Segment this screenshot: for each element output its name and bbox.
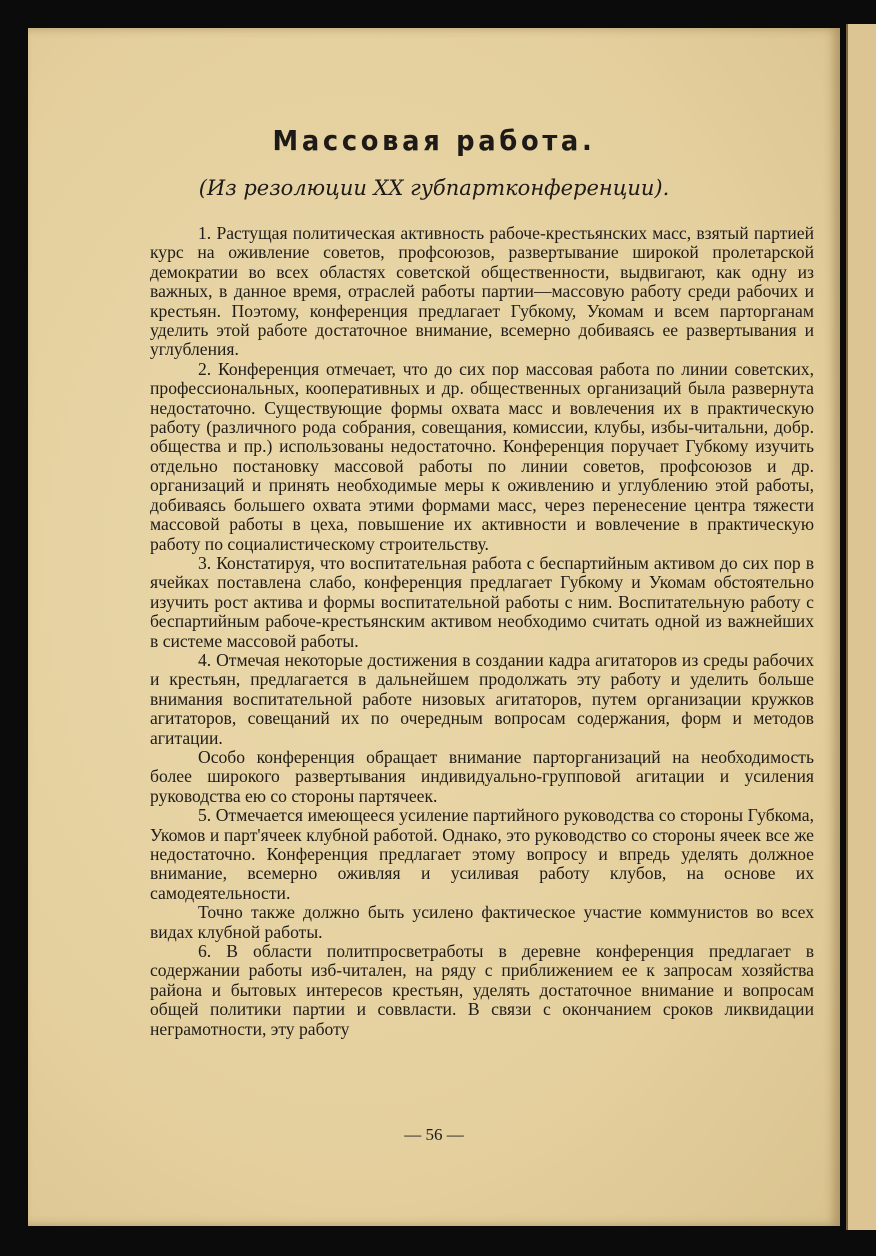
document-page bbox=[28, 28, 840, 1226]
page-title: Массовая работа. bbox=[272, 124, 596, 157]
page-subtitle: (Из резолюции XX губпартконференции). bbox=[198, 176, 670, 200]
paragraph-4: 4. Отмечая некоторые достижения в создании кадра агитаторов из среды рабочих и крестьян, предлагается в дальнейшем продолжать эту работу и уделить больше внимания воспитательной работе низовых агитаторов, путем организации кружков агитаторов, совещаний их по очередным вопросам содержания, форм и методов агитации. bbox=[150, 649, 814, 748]
page-number: — 56 — bbox=[404, 1125, 464, 1144]
paragraph-3: 3. Констатируя, что воспитательная работа с беспартийным активом до сих пор в ячейках поставлена слабо, конференция предлагает Губкому и Укомам обстоятельно изучить рост актива и формы воспитательной работы с ним. Воспитательную работу с беспартийным рабоче-крестьянским активом необходимо считать одной из важнейших в системе массовой работы. bbox=[150, 552, 814, 651]
paragraph-2: 2. Конференция отмечает, что до сих пор массовая работа по линии советских, профессиональных, кооперативных и др. общественных организаций была развернута недостаточно. Существующие формы охвата масс и вовлечения их в практическую работу (различного рода собрания, совещания, комиссии, клубы, избы-читальни, добр. общества и пр.) использованы недостаточно. Конференция поручает Губкому изучить отдельно постановку массовой работы по линии советов, профсоюзов и др. организаций и принять необходимые меры к оживлению и углублению этой работы, добиваясь большего охвата этими формами масс, через перенесение центра тяжести массовой работы в цеха, повышение их активности и вовлечение в практическую работу по социалистическому строительству. bbox=[150, 358, 814, 554]
body-text bbox=[150, 224, 814, 1039]
paragraph-4-continued: Особо конференция обращает внимание парторганизаций на необходимость более широкого развертывания индивидуально-групповой агитации и усиления руководства ею со стороны партячеек. bbox=[150, 746, 814, 806]
paragraph-5-continued: Точно также должно быть усилено фактическое участие коммунистов во всех видах клубной работы. bbox=[150, 902, 814, 942]
paragraph-1: 1. Растущая политическая активность рабоче-крестьянских масс, взятый партией курс на оживление советов, профсоюзов, развертывание широкой пролетарской демократии во всех областях советской общественности, выдвигают, как одну из важных, в данное время, отраслей работы партии—массовую работу среди рабочих и крестьян. Поэтому, конференция предлагает Губкому, Укомам и всем парторганам уделить этой работе достаточное внимание, всемерно добиваясь ее развертывания и углубления. bbox=[150, 223, 814, 360]
paragraph-6: 6. В области политпросветработы в деревне конференция предлагает в содержании работы изб-читален, на ряду с приближением ее к запросам хозяйства района и бытовых интересов крестьян, уделять достаточное внимание и вопросам общей политики партии и соввласти. В связи с окончанием сроков ликвидации неграмотности, эту работу bbox=[150, 941, 814, 1039]
paragraph-5: 5. Отмечается имеющееся усиление партийного руководства со стороны Губкома, Укомов и парт'ячеек клубной работой. Однако, это руководство со стороны ячеек все же недостаточно. Конференция предлагает этому вопросу и впредь уделять должное внимание, всемерно оживляя и усиливая работу клубов, на основе их самодеятельности. bbox=[150, 805, 814, 903]
adjacent-page-edge bbox=[846, 24, 876, 1230]
